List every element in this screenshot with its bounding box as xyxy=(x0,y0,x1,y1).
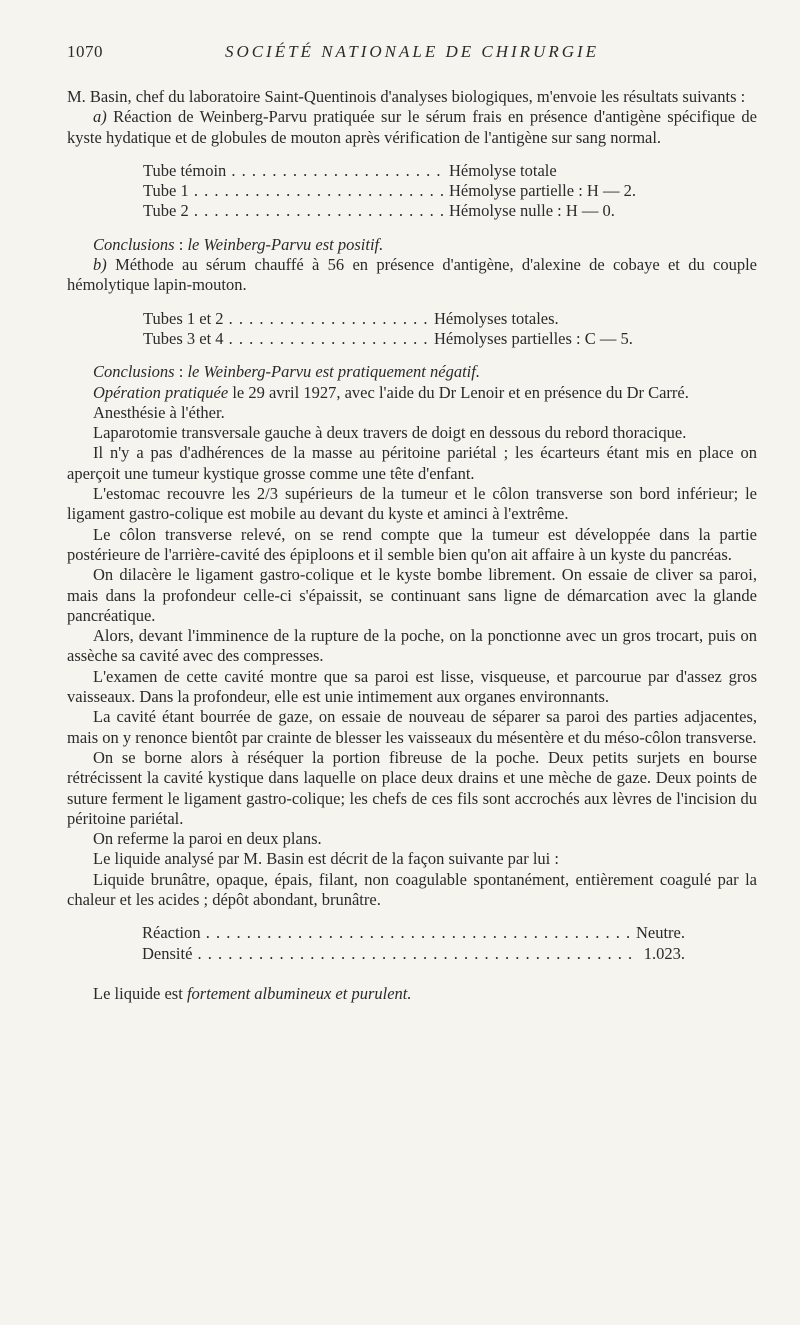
body-paragraph: On dilacère le ligament gastro-colique et le kyste bombe librement. On essaie de cliver sa paroi, mais dans la profondeur celle-ci s'épaissit, se continuant sans ligne de démarcation avec la glande pancréatique. xyxy=(67,565,757,625)
table-b-row xyxy=(143,329,688,349)
table-a-label: Tube 2 . . . xyxy=(143,201,443,221)
body-paragraph: La cavité étant bourrée de gaze, on essaie de nouveau de séparer sa paroi des parties adjacentes, mais on y renonce bientôt par crainte de blesser les vaisseaux du mésentère et du méso-côlon transverse. xyxy=(67,707,757,747)
body-paragraph: On se borne alors à réséquer la portion fibreuse de la poche. Deux petits surjets en bourse rétrécissent la cavité kystique dans laquelle on place deux drains et une mèche de gaze. Deux points de suture ferment le ligament gastro-colique; les chefs de ces fils sont accrochés aux lèvres de l'incision du péritoine pariétal. xyxy=(67,747,757,828)
body-paragraph: L'estomac recouvre les 2/3 supérieurs de la tumeur et le côlon transverse son bord inférieur; le ligament gastro-colique est mobile au devant du kyste et aminci à l'extrême. xyxy=(67,484,757,524)
table-a xyxy=(67,161,757,222)
part-b-marker: b) xyxy=(93,255,107,275)
table-a-row xyxy=(143,201,688,221)
body-paragraph: Anesthésie à l'éther. xyxy=(93,402,225,422)
table-c-label: Densité . . . xyxy=(142,944,638,964)
table-a-value: Hémolyse totale xyxy=(449,160,557,180)
body-paragraph: Le côlon transverse relevé, on se rend compte que la tumeur est développée dans la partie postérieure de l'arrière-cavité des épiploons et il semble bien qu'on ait affaire à un kyste du pancréas. xyxy=(67,524,757,564)
body-paragraph: Alors, devant l'imminence de la rupture de la poche, on la ponctionne avec un gros trocart, puis on assèche sa cavité avec des compresses. xyxy=(67,626,757,666)
page-header xyxy=(67,42,757,66)
table-a-label: Tube témoin . . . xyxy=(143,161,443,181)
table-c-value: 1.023. xyxy=(643,943,685,963)
body-paragraph: Liquide brunâtre, opaque, épais, filant, non coagulable spontanément, entièrement coagulé par la chaleur et les acides ; dépôt abondant, brunâtre. xyxy=(67,869,757,909)
table-b xyxy=(67,309,757,350)
body-paragraph: Le liquide analysé par M. Basin est décrit de la façon suivante par lui : xyxy=(93,849,559,869)
table-b-row xyxy=(143,309,688,329)
intro-paragraph: M. Basin, chef du laboratoire Saint-Quentinois d'analyses biologiques, m'envoie les résultats suivants : xyxy=(67,87,746,106)
final-emphasis: fortement albumineux et purulent. xyxy=(186,983,412,1003)
conclusion-a-text: le Weinberg-Parvu est positif. xyxy=(187,234,384,254)
conclusion-b-label: Conclusions xyxy=(93,362,175,382)
running-title: SOCIÉTÉ NATIONALE DE CHIRURGIE xyxy=(224,42,600,61)
table-a-value: Hémolyse partielle : H — 2. xyxy=(449,181,636,201)
body-paragraph: On referme la paroi en deux plans. xyxy=(93,829,322,849)
table-c-row xyxy=(142,923,685,943)
conclusion-a: Conclusions : le Weinberg-Parvu est positif. xyxy=(93,234,384,254)
final-paragraph xyxy=(67,984,757,1004)
table-a-row xyxy=(143,161,688,181)
part-a-marker: a) xyxy=(93,107,107,127)
table-b-value: Hémolyses totales. xyxy=(434,308,559,328)
body-paragraph: L'examen de cette cavité montre que sa paroi est lisse, visqueuse, et parcourue par d'assez gros vaisseaux. Dans la profondeur, elle est unie intimement aux organes environnants. xyxy=(67,666,757,707)
table-a-value: Hémolyse nulle : H — 0. xyxy=(449,201,615,221)
conclusion-a-label: Conclusions xyxy=(93,234,175,254)
operation-label: Opération pratiquée xyxy=(93,382,229,402)
table-b-value: Hémolyses partielles : C — 5. xyxy=(434,328,633,348)
table-c xyxy=(67,923,757,964)
body-paragraph: Il n'y a pas d'adhérences de la masse au péritoine pariétal ; les écarteurs étant mis en place on aperçoit une tumeur kystique grosse comme une tête d'enfant. xyxy=(67,443,757,483)
operation-text: le 29 avril 1927, avec l'aide du Dr Lenoir et en présence du Dr Carré. xyxy=(232,382,689,402)
page-number: 1070 xyxy=(67,42,103,61)
table-b-label: Tubes 1 et 2 . . . xyxy=(143,309,428,329)
operation-paragraph xyxy=(67,383,757,403)
table-a-label: Tube 1 . . . xyxy=(143,181,443,201)
page-body xyxy=(67,87,757,1004)
body-paragraph: Laparotomie transversale gauche à deux travers de doigt en dessous du rebord thoracique. xyxy=(93,423,687,443)
table-a-row xyxy=(143,181,688,201)
part-b-paragraph xyxy=(67,255,757,296)
table-c-label: Réaction . . . xyxy=(142,923,630,943)
table-c-row xyxy=(142,944,685,964)
table-c-value: Neutre. xyxy=(635,923,685,943)
part-a-text: Réaction de Weinberg-Parvu pratiquée sur le sérum frais en présence d'antigène spécifique de kyste hydatique et de globules de mouton après vérification de l'antigène sur sang normal. xyxy=(67,107,757,147)
table-b-label: Tubes 3 et 4 . . . xyxy=(143,329,428,349)
part-a-paragraph xyxy=(67,107,757,148)
final-text: Le liquide est xyxy=(93,983,183,1003)
part-b-text: Méthode au sérum chauffé à 56 en présence d'antigène, d'alexine de cobaye et du couple hémolytique lapin-mouton. xyxy=(67,255,757,295)
conclusion-b: Conclusions : le Weinberg-Parvu est pratiquement négatif. xyxy=(93,362,480,382)
conclusion-b-text: le Weinberg-Parvu est pratiquement négatif. xyxy=(187,362,480,382)
